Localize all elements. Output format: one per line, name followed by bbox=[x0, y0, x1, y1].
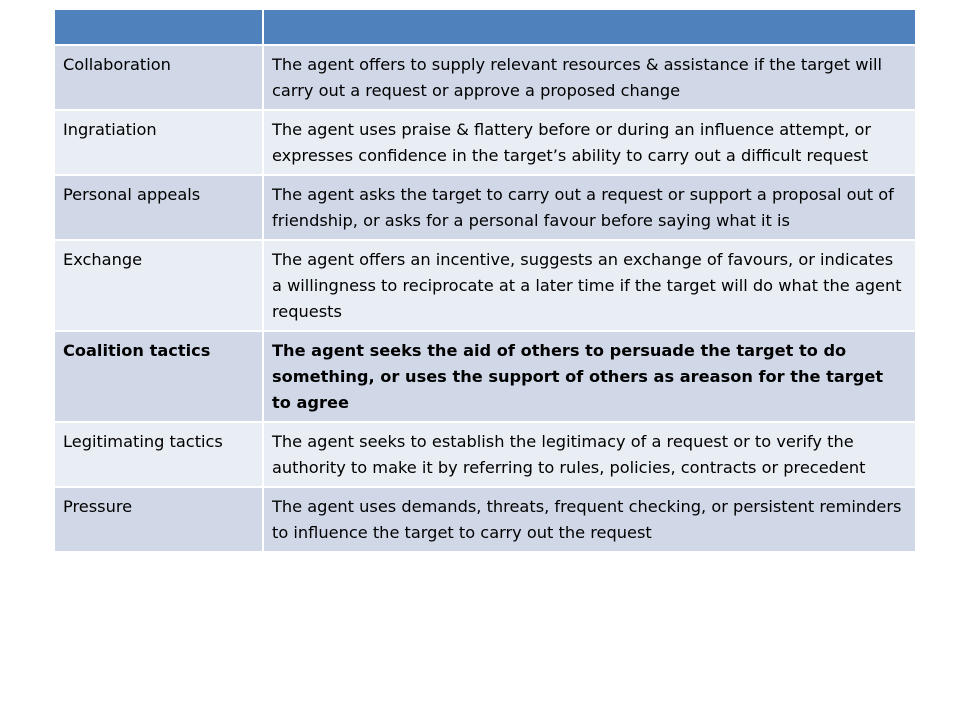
tactic-cell: Pressure bbox=[54, 487, 263, 552]
description-cell: The agent offers an incentive, suggests an exchange of favours, or indicates a willingness to reciprocate at a later time if the target will do what the agent requests bbox=[263, 240, 916, 331]
description-cell: The agent seeks the aid of others to persuade the target to do something, or uses the support of others as areason for the target to agree bbox=[263, 331, 916, 422]
table-row bbox=[54, 110, 916, 175]
tactic-cell: Personal appeals bbox=[54, 175, 263, 240]
description-cell: The agent asks the target to carry out a request or support a proposal out of friendship, or asks for a personal favour before saying what it is bbox=[263, 175, 916, 240]
tactic-cell: Legitimating tactics bbox=[54, 422, 263, 487]
table-row bbox=[54, 45, 916, 110]
influence-tactics-table bbox=[53, 8, 917, 553]
description-cell: The agent offers to supply relevant resources & assistance if the target will carry out a request or approve a proposed change bbox=[263, 45, 916, 110]
table-row bbox=[54, 331, 916, 422]
header-cell-description bbox=[263, 9, 916, 45]
description-cell: The agent seeks to establish the legitimacy of a request or to verify the authority to make it by referring to rules, policies, contracts or precedent bbox=[263, 422, 916, 487]
description-cell: The agent uses praise & flattery before or during an influence attempt, or expresses confidence in the target’s ability to carry out a difficult request bbox=[263, 110, 916, 175]
table-row bbox=[54, 422, 916, 487]
description-cell: The agent uses demands, threats, frequent checking, or persistent reminders to influence the target to carry out the request bbox=[263, 487, 916, 552]
influence-tactics-table-container bbox=[53, 8, 915, 553]
header-cell-tactic bbox=[54, 9, 263, 45]
tactic-cell: Exchange bbox=[54, 240, 263, 331]
table-row bbox=[54, 175, 916, 240]
tactic-cell: Coalition tactics bbox=[54, 331, 263, 422]
tactic-cell: Collaboration bbox=[54, 45, 263, 110]
table-row bbox=[54, 487, 916, 552]
table-row bbox=[54, 240, 916, 331]
tactic-cell: Ingratiation bbox=[54, 110, 263, 175]
table-header-row bbox=[54, 9, 916, 45]
